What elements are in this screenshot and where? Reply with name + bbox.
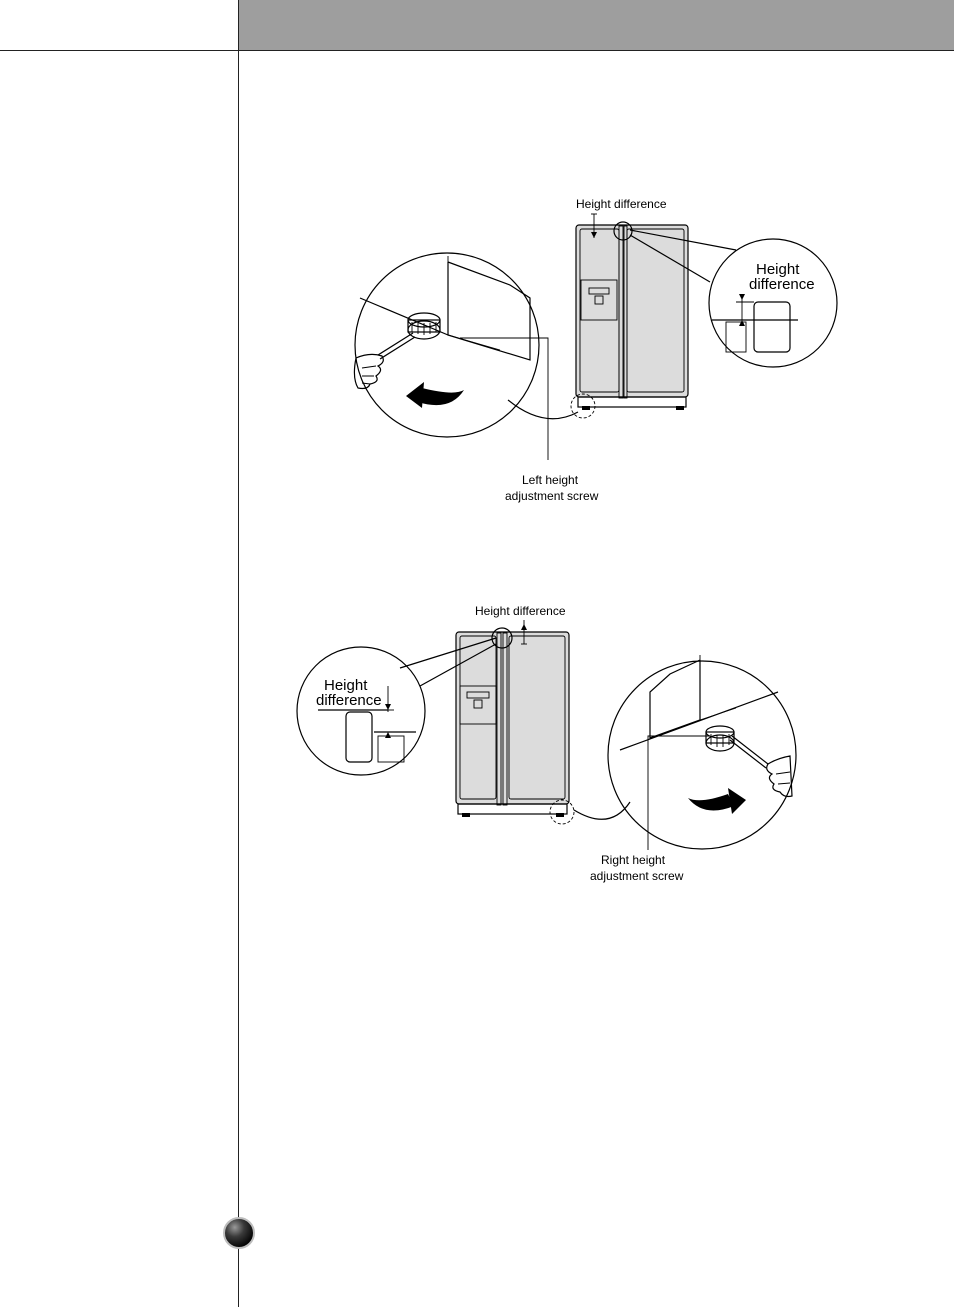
refrigerator-illustration	[456, 620, 574, 824]
screw-label-line2: adjustment screw	[505, 489, 599, 503]
callout-height-label-line2: difference	[316, 692, 382, 709]
callout-height-label-line2: difference	[749, 276, 815, 293]
screw-label-line2: adjustment screw	[590, 869, 684, 883]
callout-height-label-line1: Height	[324, 677, 368, 694]
left-screw-callout	[354, 253, 578, 460]
margin-line	[238, 0, 239, 1307]
curved-arrow-icon	[406, 382, 464, 408]
adjustment-screw-icon	[408, 313, 440, 339]
figure-right-adjustment	[290, 600, 810, 890]
page-marker-bullet-icon	[223, 1217, 255, 1249]
screwdriver-hand-icon	[354, 333, 415, 389]
refrigerator-illustration	[571, 214, 688, 418]
screw-label-line1: Right height	[601, 853, 666, 867]
curved-arrow-icon	[688, 788, 746, 814]
header-rule	[0, 50, 238, 51]
height-difference-label: Height difference	[576, 197, 667, 211]
callout-height-label-line1: Height	[756, 261, 800, 278]
adjustment-screw-icon	[706, 726, 734, 751]
screw-label-line1: Left height	[522, 473, 579, 487]
right-screw-callout	[574, 655, 796, 850]
screwdriver-hand-icon	[730, 736, 792, 797]
header-band	[238, 0, 954, 51]
figure-left-adjustment	[340, 190, 860, 510]
height-difference-label: Height difference	[475, 604, 566, 618]
